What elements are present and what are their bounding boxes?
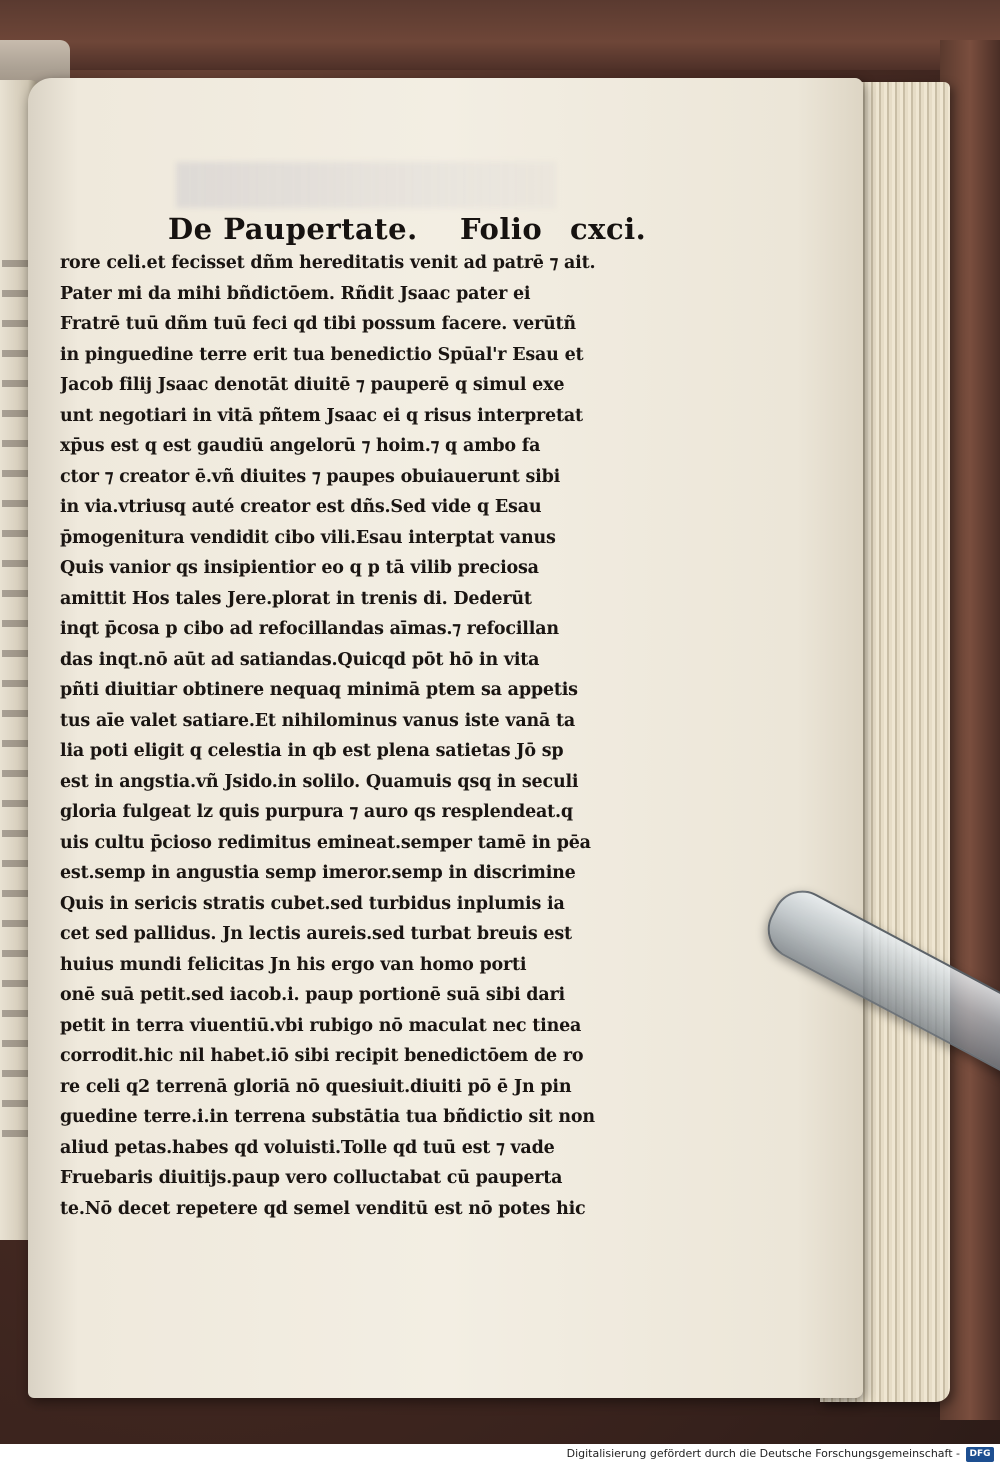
funding-credit: Digitalisierung gefördert durch die Deutsche Forschungsgemeinschaft - (566, 1447, 960, 1460)
text-line: guedine terre.i.in terrena substātia tua bñdictio sit non (60, 1107, 595, 1127)
footer-bar (0, 1444, 1000, 1466)
text-line: xp̄us est q est gaudiū angelorū ⁊ hoim.⁊ q ambo fa (60, 436, 541, 456)
text-block (60, 248, 680, 1224)
text-line: in via.vtriusq auté creator est dñs.Sed vide q Esau (60, 497, 542, 517)
text-line: p̄mogenitura vendidit cibo vili.Esau interptat vanus (60, 527, 556, 548)
text-line: lia poti eligit q celestia in qb est plena satietas Jō sp (60, 741, 564, 761)
text-line: tus aīe valet satiare.Et nihilominus vanus iste vanā ta (60, 710, 576, 731)
text-line: unt negotiari in vitā pñtem Jsaac ei q risus interpretat (60, 405, 583, 426)
text-line: huius mundi felicitas Jn his ergo van homo porti (60, 954, 527, 975)
text-line: pñti diuitiar obtinere nequaq minimā ptem sa appetis (60, 680, 578, 700)
running-head-title: De Paupertate. (168, 212, 418, 246)
text-line: corrodit.hic nil habet.iō sibi recipit benedictōem de ro (60, 1046, 584, 1066)
show-through-heading (176, 162, 556, 208)
text-line: Quis vanior qs insipientior eo q p tā vilib preciosa (60, 558, 539, 578)
text-line: est.semp in angustia semp imeror.semp in discrimine (60, 863, 576, 883)
text-line: Fruebaris diuitijs.paup vero colluctabat cū pauperta (60, 1168, 563, 1188)
text-line: Quis in sericis stratis cubet.sed turbidus inplumis ia (60, 893, 565, 914)
text-line: das inqt.nō aūt ad satiandas.Quicqd pōt hō in vita (60, 649, 540, 670)
text-line: inqt p̄cosa p cibo ad refocillandas aīmas.⁊ refocillan (60, 619, 559, 639)
text-line: ctor ⁊ creator ē.vñ diuites ⁊ paupes obuiauerunt sibi (60, 466, 561, 487)
text-line: cet sed pallidus. Jn lectis aureis.sed turbat breuis est (60, 924, 572, 944)
folio-label: Folio (460, 212, 543, 246)
dfg-logo: DFG (966, 1447, 994, 1462)
text-line: aliud petas.habes qd voluisti.Tolle qd tuū est ⁊ vade (60, 1137, 555, 1158)
text-line: uis cultu p̄cioso redimitus emineat.semper tamē in pēa (60, 832, 591, 853)
text-line: re celi q2 terrenā gloriā nō quesiuit.diuiti pō ē Jn pin (60, 1076, 572, 1097)
text-line: est in angstia.vñ Jsido.in solilo. Quamuis qsq in seculi (60, 771, 579, 792)
text-line: amittit Hos tales Jere.plorat in trenis di. Dederūt (60, 588, 532, 609)
text-line: rore celi.et fecisset dñm hereditatis venit ad patrē ⁊ ait. (60, 253, 596, 273)
text-line: onē suā petit.sed iacob.i. paup portionē suā sibi dari (60, 985, 565, 1005)
text-line: Jacob filij Jsaac denotāt diuitē ⁊ pauperē q simul exe (60, 375, 565, 395)
text-line: petit in terra viuentiū.vbi rubigo nō maculat nec tinea (60, 1015, 582, 1036)
text-line: Fratrē tuū dñm tuū feci qd tibi possum facere. verūtñ (60, 314, 576, 334)
text-line: Pater mi da mihi bñdictōem. Rñdit Jsaac pater ei (60, 283, 531, 304)
text-line: te.Nō decet repetere qd semel venditū est nō potes hic (60, 1198, 586, 1219)
text-line: gloria fulgeat lz quis purpura ⁊ auro qs resplendeat.q (60, 802, 573, 822)
text-line: in pinguedine terre erit tua benedictio Spūal'r Esau et (60, 344, 584, 365)
folio-number: cxci. (570, 212, 647, 246)
book-cover-top (0, 0, 1000, 70)
